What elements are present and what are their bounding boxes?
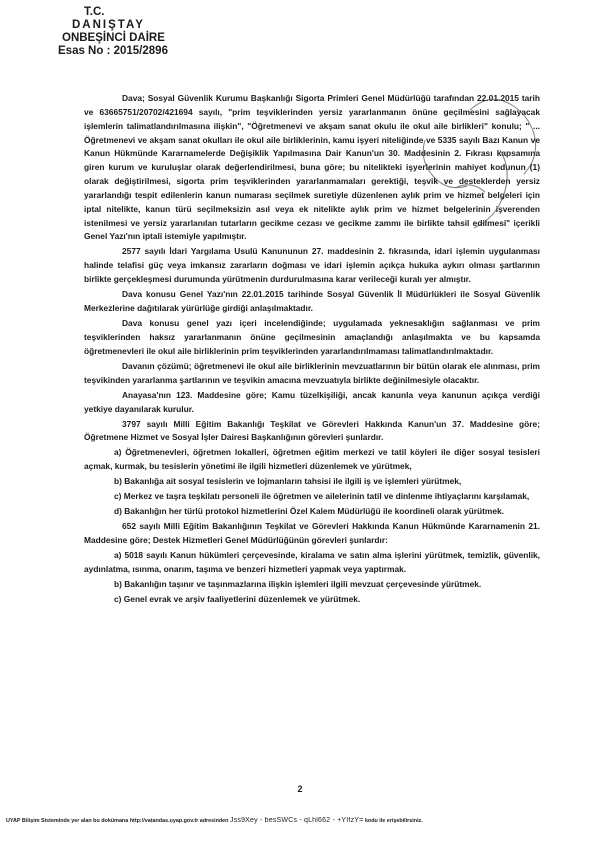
chamber-name: ONBEŞİNCİ DAİRE <box>62 32 165 44</box>
paragraph-circular-date: Dava konusu Genel Yazı'nın 22.01.2015 tarihinde Sosyal Güvenlik İl Müdürlükleri ile Sosyal Güvenlik Merkezlerine dağıtılarak yürürlüğe girdiği anlaşılmaktadır. <box>84 289 540 314</box>
list-item-3797-d: d) Bakanlığın her türlü protokol hizmetlerini Özel Kalem Müdürlüğü ile koordineli olarak yürütmek. <box>114 506 504 517</box>
paragraph-law-2577: 2577 sayılı İdari Yargılama Usulü Kanununun 27. maddesinin 2. fıkrasında, idari işlemin uygulanması halinde telafisi güç veya imkansız zararların doğması ve idari işlemin açıkça hukuka aykırı olması şartlarının birlikte gerçekleşmesi durumunda yürütmenin durdurulmasına karar verileceği kuralı yer almıştır. <box>84 246 540 285</box>
uyap-footer <box>6 817 594 825</box>
footer-access-code: Jss9Xey - besSWCs - qLhl662 - +YIfzY= <box>229 817 364 824</box>
paragraph-case-subject: Dava; Sosyal Güvenlik Kurumu Başkanlığı Sigorta Primleri Genel Müdürlüğü tarafından 22.01.2015 tarih ve 63665751/20702/421694 sayılı, "prim teşviklerinden yersiz yararlanmanın önüne geçilmesini sağlayacak işlemlerin talimatlandırılmasına ilişkin", "Öğretmenevi ve akşam sanat okulu ile okul aile birlikleri" konulu; " ... Öğretmenevi ve akşam sanat okulları ile okul aile birliklerinin, kamu işyeri niteliğinde ve 5335 sayılı Bazı Kanun ve Kanun Hükmünde Kararnamelerde Değişiklik Yapılmasına Dair Kanun'un 30. Maddesinin 2. Fıkrası kapsamına giren kurum ve kuruluşlar olarak değerlendirilmesi, buna göre; bu nitelikteki işyerlerinin mahiyet kodunun (1) olarak değiştirilmesi, sigorta prim teşviklerinden yararlanmamaları gerektiği, teşvik ve desteklerden yersiz yararlandığı tespit edilenlerin kanun numarası seçilmek suretiyle düzenlenen aylık prim ve hizmet belgeleri için iptal nitelikte, kanun türü seçilmeksizin asıl veya ek nitelikte aylık prim ve hizmet belgelerinin işverenden istenilmesi ve yersiz yararlanılan tutarların gecikme cezası ve gecikme zammı ile birlikte tahsil edilmesi" içerikli Genel Yazı'nın iptali istemiyle yapılmıştır. <box>84 93 540 242</box>
list-item-3797-b: b) Bakanlığa ait sosyal tesislerin ve lojmanların tahsisi ile ilgili iş ve işlemleri yürütmek, <box>114 476 462 487</box>
court-name: DANIŞTAY <box>72 19 145 31</box>
paragraph-solution: Davanın çözümü; öğretmenevi ile okul aile birliklerinin mevzuatlarının bir bütün olarak ele alınması, prim teşvikinden yararlanma şartlarının ve teşvikin amacına mevzuatıyla birlikte değinilmesiyle olacaktır. <box>84 360 540 385</box>
case-number: Esas No : 2015/2896 <box>58 45 168 57</box>
tc-heading: T.C. <box>84 6 105 18</box>
page-number: 2 <box>297 784 303 794</box>
list-item-652-b: b) Bakanlığın taşınır ve taşınmazlarına ilişkin işlemleri ilgili mevzuat çerçevesinde yürütmek. <box>114 579 482 590</box>
list-item-3797-a: a) Öğretmenevleri, öğretmen lokalleri, öğretmen eğitim merkezi ve tatil köyleri ile diğer sosyal tesisleri açmak, kurmak, bu tesislerin yönetimi ile ilgili hizmetleri düzenlemek ve yürütmek, <box>84 447 540 472</box>
document-body <box>84 92 540 607</box>
paragraph-khk-652: 652 sayılı Milli Eğitim Bakanlığının Teşkilat ve Görevleri Hakkında Kanun Hükmünde Kararnamenin 21. Maddesine göre; Destek Hizmetleri Genel Müdürlüğünün görevleri şunlardır: <box>84 521 540 546</box>
footer-suffix: kodu ile erişebilirsiniz. <box>364 818 423 824</box>
paragraph-constitution-123: Anayasa'nın 123. Maddesine göre; Kamu tüzelkişiliği, ancak kanunla veya kanunun açıkça verdiği yetkiye dayanılarak kurulur. <box>84 389 540 414</box>
paragraph-law-3797: 3797 sayılı Milli Eğitim Bakanlığı Teşkilat ve Görevleri Hakkında Kanun'un 37. Maddesine göre; Öğretmene Hizmet ve Sosyal İşler Dairesi Başkanlığının görevleri şunlardır. <box>84 418 540 443</box>
list-item-652-a: a) 5018 sayılı Kanun hükümleri çerçevesinde, kiralama ve satın alma işlerini yürütmek, temizlik, güvenlik, aydınlatma, ısınma, onarım, taşıma ve benzeri hizmetleri yapmak veya yaptırmak. <box>84 550 540 575</box>
paragraph-review: Dava konusu genel yazı içeri incelendiğinde; uygulamada yeknesaklığın sağlanması ve prim teşviklerinden haksız yararlanmanın önüne geçilmesinin amaçlandığı anlaşılmakta ve bu kapsamda öğretmenevleri ile okul aile birliklerinin prim teşviklerinden yararlandırılmaması talimatlandırılmaktadır. <box>84 318 540 356</box>
footer-prefix: UYAP Bilişim Sisteminde yer alan bu dokümana http://vatandas.uyap.gov.tr adresinden <box>6 818 229 824</box>
list-item-3797-c: c) Merkez ve taşra teşkilatı personeli ile öğretmen ve ailelerinin tatil ve dinlenme ihtiyaçlarını karşılamak, <box>114 491 530 502</box>
list-item-652-c: c) Genel evrak ve arşiv faaliyetlerini düzenlemek ve yürütmek. <box>114 594 361 605</box>
document-header <box>58 6 258 58</box>
